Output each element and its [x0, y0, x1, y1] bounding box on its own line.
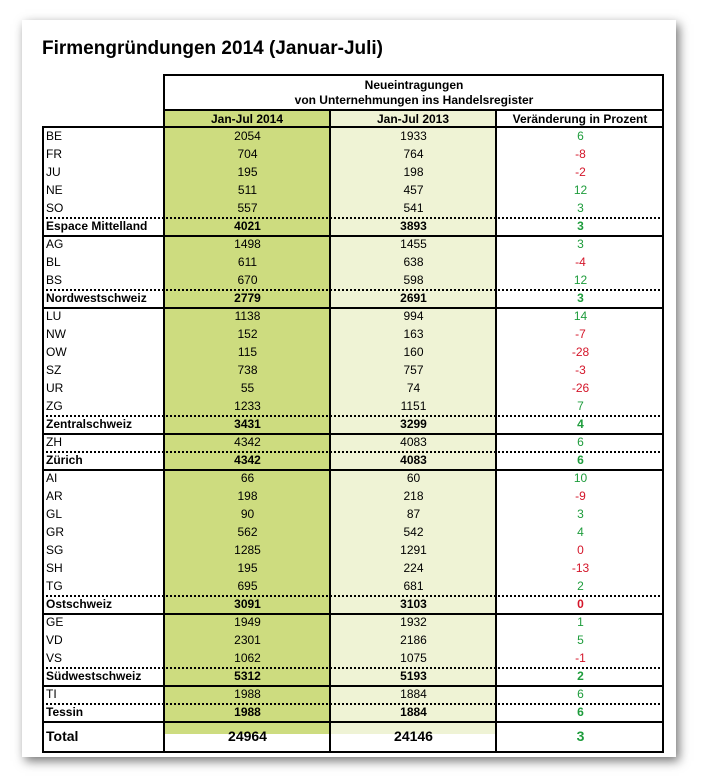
region-change-percent: 3: [577, 219, 584, 233]
region-value-2013: 5193: [400, 669, 427, 683]
change-percent: 12: [573, 183, 588, 197]
value-2014: 511: [237, 183, 258, 197]
value-2014: 1285: [234, 543, 261, 557]
canton-code: GR: [46, 525, 64, 539]
col-divider-2: [329, 109, 331, 753]
region-value-2013: 4083: [400, 453, 427, 467]
column-header-2014: Jan-Jul 2014: [210, 112, 284, 126]
change-percent: 4: [577, 525, 584, 539]
canton-code: BL: [46, 255, 61, 269]
region-label: Zentralschweiz: [46, 417, 133, 431]
region-value-2014: 4342: [234, 453, 261, 467]
body-top-border: [42, 126, 664, 128]
value-2013: 198: [403, 165, 424, 179]
value-2013: 1455: [400, 237, 427, 251]
canton-code: SG: [46, 543, 64, 557]
value-2014: 557: [237, 201, 258, 215]
region-change-percent: 0: [577, 597, 584, 611]
page-title: Firmengründungen 2014 (Januar-Juli): [42, 38, 383, 59]
region-value-2013: 3299: [400, 417, 427, 431]
change-percent: -9: [575, 489, 586, 503]
value-2013: 4083: [400, 435, 427, 449]
canton-code: ZH: [46, 435, 62, 449]
change-percent: -7: [575, 327, 586, 341]
change-percent: 1: [577, 615, 584, 629]
change-percent: -1: [575, 651, 586, 665]
value-2014: 152: [237, 327, 258, 341]
change-percent: 3: [577, 237, 584, 251]
region-value-2014: 1988: [234, 705, 261, 719]
value-2014: 1138: [234, 309, 261, 323]
change-percent: 3: [577, 201, 584, 215]
change-percent: -8: [575, 147, 586, 161]
canton-code: JU: [46, 165, 61, 179]
change-percent: 6: [577, 435, 584, 449]
value-2013: 74: [406, 381, 421, 395]
value-2013: 2186: [400, 633, 427, 647]
canton-code: SH: [46, 561, 63, 575]
region-change-percent: 2: [577, 669, 584, 683]
region-value-2014: 2779: [234, 291, 261, 305]
canton-code: AR: [46, 489, 63, 503]
value-2013: 681: [403, 579, 424, 593]
column-header-2013: Jan-Jul 2013: [376, 112, 450, 126]
change-percent: 5: [577, 633, 584, 647]
canton-code: GL: [46, 507, 63, 521]
total-label: Total: [46, 728, 79, 744]
region-change-percent: 6: [577, 453, 584, 467]
total-2013: 24146: [394, 728, 433, 744]
region-change-percent: 4: [577, 417, 584, 431]
canton-code: ZG: [46, 399, 63, 413]
region-value-2014: 5312: [234, 669, 261, 683]
total-2014: 24964: [228, 728, 267, 744]
region-label: Nordwestschweiz: [46, 291, 147, 305]
change-percent: -13: [571, 561, 590, 575]
change-percent: 3: [577, 507, 584, 521]
table-bottom-border: [42, 751, 664, 753]
canton-code: BS: [46, 273, 63, 287]
canton-code: SO: [46, 201, 64, 215]
data-table: [42, 74, 664, 744]
canton-code: FR: [46, 147, 62, 161]
region-label: Zürich: [46, 453, 83, 467]
header-group-line1: Neueintragungen: [364, 78, 464, 92]
value-2014: 55: [240, 381, 255, 395]
value-2014: 4342: [234, 435, 261, 449]
change-percent: 6: [577, 129, 584, 143]
col-divider-3: [495, 109, 497, 753]
value-2013: 1932: [400, 615, 427, 629]
region-value-2014: 3091: [234, 597, 261, 611]
region-value-2014: 4021: [234, 219, 261, 233]
value-2014: 90: [240, 507, 255, 521]
value-2013: 1151: [400, 399, 427, 413]
change-percent: -28: [571, 345, 590, 359]
value-2014: 670: [237, 273, 258, 287]
value-2013: 1933: [400, 129, 427, 143]
canton-code: TG: [46, 579, 63, 593]
value-2013: 163: [403, 327, 424, 341]
region-value-2013: 3103: [400, 597, 427, 611]
value-2014: 1062: [234, 651, 261, 665]
canton-code: VD: [46, 633, 63, 647]
value-2013: 542: [403, 525, 424, 539]
value-2014: 115: [237, 345, 258, 359]
region-label: Ostschweiz: [46, 597, 113, 611]
canton-code: NE: [46, 183, 63, 197]
value-2014: 1988: [234, 687, 261, 701]
left-border: [42, 126, 44, 753]
change-percent: 12: [573, 273, 588, 287]
canton-code: AG: [46, 237, 64, 251]
value-2014: 1233: [234, 399, 261, 413]
value-2014: 66: [240, 471, 255, 485]
value-2013: 60: [406, 471, 421, 485]
change-percent: 2: [577, 579, 584, 593]
col-divider-1: [163, 74, 165, 753]
change-percent: 10: [573, 471, 588, 485]
change-percent: -3: [575, 363, 586, 377]
header-top-border: [164, 74, 664, 76]
value-2013: 638: [403, 255, 424, 269]
column-header-change: Veränderung in Prozent: [512, 112, 648, 126]
region-label: Espace Mittelland: [46, 219, 148, 233]
region-change-percent: 6: [577, 705, 584, 719]
value-2013: 160: [403, 345, 424, 359]
region-change-percent: 3: [577, 291, 584, 305]
value-2013: 1291: [400, 543, 427, 557]
value-2013: 224: [403, 561, 424, 575]
value-2014: 738: [237, 363, 258, 377]
canton-code: TI: [46, 687, 57, 701]
change-percent: 6: [577, 687, 584, 701]
change-percent: 7: [577, 399, 584, 413]
right-border: [662, 74, 664, 753]
canton-code: VS: [46, 651, 63, 665]
value-2013: 757: [403, 363, 424, 377]
value-2014: 1949: [234, 615, 261, 629]
change-percent: 0: [577, 543, 584, 557]
value-2013: 87: [406, 507, 421, 521]
value-2014: 695: [237, 579, 258, 593]
canton-code: AI: [46, 471, 58, 485]
header-split-border: [164, 109, 664, 111]
change-percent: 14: [573, 309, 588, 323]
canton-code: GE: [46, 615, 64, 629]
value-2014: 2301: [234, 633, 261, 647]
value-2013: 1075: [400, 651, 427, 665]
region-value-2014: 3431: [234, 417, 261, 431]
region-value-2013: 2691: [400, 291, 427, 305]
value-2014: 704: [237, 147, 258, 161]
value-2013: 598: [403, 273, 424, 287]
value-2014: 198: [237, 489, 258, 503]
region-value-2013: 3893: [400, 219, 427, 233]
value-2013: 1884: [400, 687, 427, 701]
canton-code: SZ: [46, 363, 62, 377]
header-group-line2: von Unternehmungen ins Handelsregister: [294, 93, 534, 107]
region-label: Tessin: [46, 705, 84, 719]
canton-code: OW: [46, 345, 67, 359]
canton-code: UR: [46, 381, 64, 395]
region-value-2013: 1884: [400, 705, 427, 719]
value-2013: 218: [403, 489, 424, 503]
region-label: Südwestschweiz: [46, 669, 142, 683]
change-percent: -4: [575, 255, 586, 269]
total-change: 3: [576, 728, 585, 744]
canton-code: LU: [46, 309, 62, 323]
value-2014: 1498: [234, 237, 261, 251]
value-2013: 457: [403, 183, 424, 197]
value-2014: 611: [237, 255, 258, 269]
value-2014: 195: [237, 561, 258, 575]
value-2014: 562: [237, 525, 258, 539]
change-percent: -26: [571, 381, 590, 395]
change-percent: -2: [575, 165, 586, 179]
value-2014: 2054: [234, 129, 261, 143]
canton-code: BE: [46, 129, 63, 143]
value-2014: 195: [237, 165, 258, 179]
canton-code: NW: [46, 327, 66, 341]
value-2013: 994: [403, 309, 424, 323]
value-2013: 764: [403, 147, 424, 161]
value-2013: 541: [403, 201, 424, 215]
